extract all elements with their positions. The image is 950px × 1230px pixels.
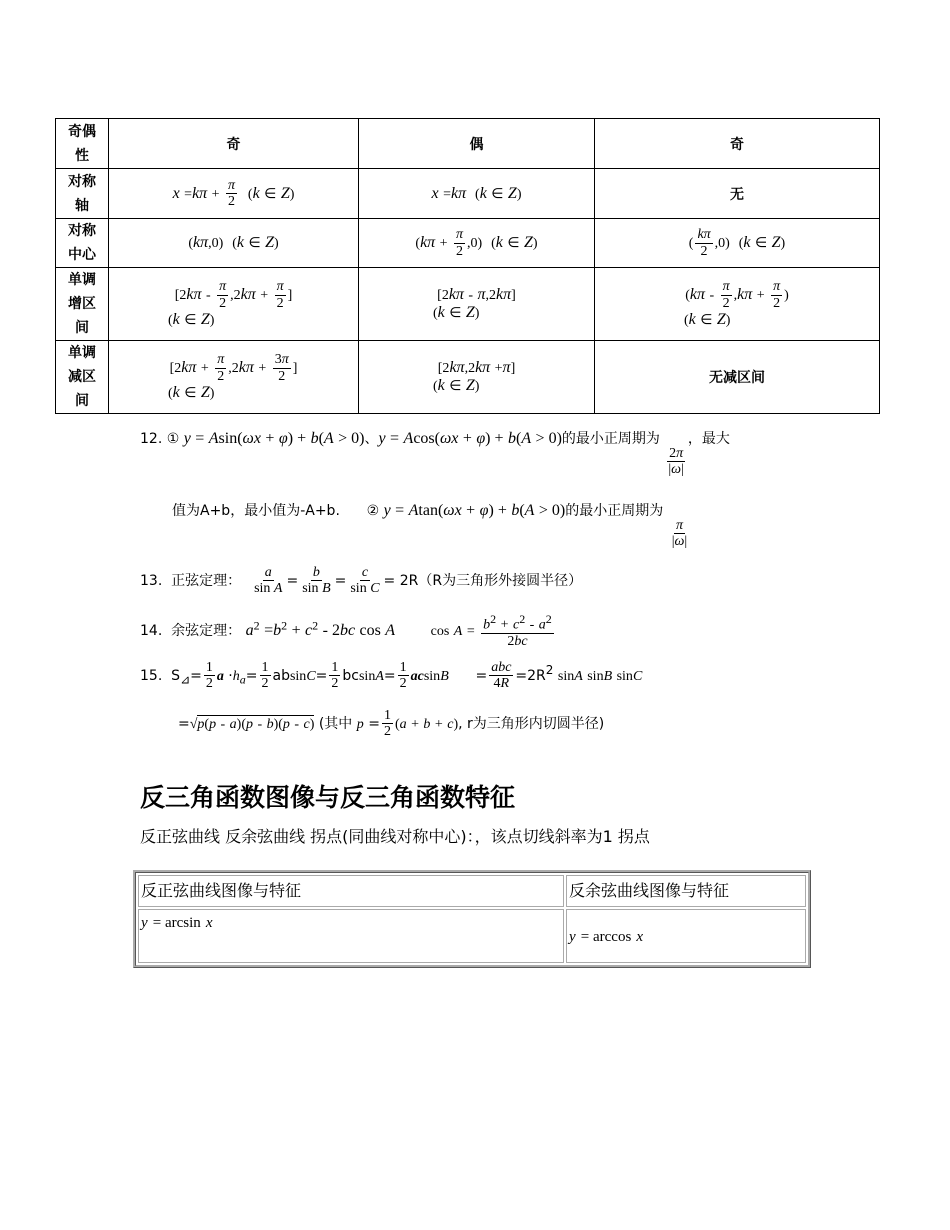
table-header-arccos: 反余弦曲线图像与特征 <box>566 875 806 907</box>
table-cell: ( $\frac{k\pi}{2}$ ,0) (k ∈ Z) <box>595 219 880 268</box>
item-12-line-1: 12. ① y = Asin(ωx + φ) + b(A > 0)、y = Acos(ωx + φ) + b(A > 0)的最小正周期为 $\frac{2\pi}{|\omega|}$ ，最大 <box>140 430 730 478</box>
row-header: 对称 轴 <box>56 169 109 219</box>
inverse-trig-table <box>133 870 811 968</box>
section-title: 反三角函数图像与反三角函数特征 <box>140 783 516 812</box>
table-cell: x =kπ + $\frac{\pi}{2}$ (k ∈ Z) <box>109 169 359 219</box>
table-row <box>56 119 880 169</box>
item-14: 14. 余弦定理： $a^2 =b^2 + c^2 - 2bc$ cos A cos A = $\frac{b^2 + c^2 - a^2}{2bc}$ <box>140 612 552 650</box>
table-cell: 无 <box>595 169 880 219</box>
row-header: 对称 中心 <box>56 219 109 268</box>
table-cell: 偶 <box>359 119 595 169</box>
table-cell: [2kπ + $\frac{\pi}{2}$ ,2kπ + $\frac{3\pi}{2}$ ] (k ∈ Z) <box>109 341 359 414</box>
item-13: 13. 正弦定理： $\frac{a}{\text{sin A}}$ = $\frac{b}{\text{sin B}}$ = $\frac{c}{\text{sin C}}$ = 2R（R为三角形外接圆半径） <box>140 565 583 597</box>
item-12-line-2: 值为A+b，最小值为-A+b. ② y = Atan(ωx + φ) + b(A > 0)的最小正周期为 $\frac{\pi}{|\omega|}$ <box>172 502 688 550</box>
table-header-arcsin: 反正弦曲线图像与特征 <box>138 875 564 907</box>
table-cell: (kπ - $\frac{\pi}{2}$ ,kπ + $\frac{\pi}{2}$ ) (k ∈ Z) <box>595 268 880 341</box>
item-15-line-2: =√p(p - a)(p - b)(p - c) (其中 p = $\frac{1}{2}$ (a + b + c), r为三角形内切圆半径) <box>178 708 605 740</box>
table-cell: [2kπ - $\frac{\pi}{2}$ ,2kπ + $\frac{\pi}{2}$ ] (k ∈ Z) <box>109 268 359 341</box>
row-header: 单调 增区 间 <box>56 268 109 341</box>
table-cell: [2kπ - π,2kπ] (k ∈ Z) <box>359 268 595 341</box>
table-cell: x =kπ (k ∈ Z) <box>359 169 595 219</box>
table-row <box>56 268 880 341</box>
table-row <box>138 875 806 907</box>
table-row <box>56 169 880 219</box>
table-row <box>56 341 880 414</box>
row-header: 奇偶 性 <box>56 119 109 169</box>
table-cell: 奇 <box>595 119 880 169</box>
trig-properties-table <box>55 118 880 414</box>
section-subtitle: 反正弦曲线 反余弦曲线 拐点(同曲线对称中心)：，该点切线斜率为1 拐点 <box>140 827 650 846</box>
table-cell: [2kπ,2kπ +π] (k ∈ Z) <box>359 341 595 414</box>
table-cell: (kπ,0) (k ∈ Z) <box>109 219 359 268</box>
arccos-cell: y = arccos x <box>566 909 806 963</box>
table-cell: 奇 <box>109 119 359 169</box>
table-cell: (kπ + $\frac{\pi}{2}$ ,0) (k ∈ Z) <box>359 219 595 268</box>
table-row <box>138 909 806 963</box>
table-cell: 无减区间 <box>595 341 880 414</box>
arcsin-cell: y = arcsin x <box>138 909 564 963</box>
table-row <box>56 219 880 268</box>
item-15-line-1: 15. $S_⊿=$ $\frac{1}{2}$ $a \cdot h_a=$ $\frac{1}{2}$ absinC= $\frac{1}{2}$ bcsinA= $\frac{1}{2}$ acsinB = abc 4R $=2R^2$ sinA sinB sinC <box>140 660 643 692</box>
row-header: 单调 减区 间 <box>56 341 109 414</box>
